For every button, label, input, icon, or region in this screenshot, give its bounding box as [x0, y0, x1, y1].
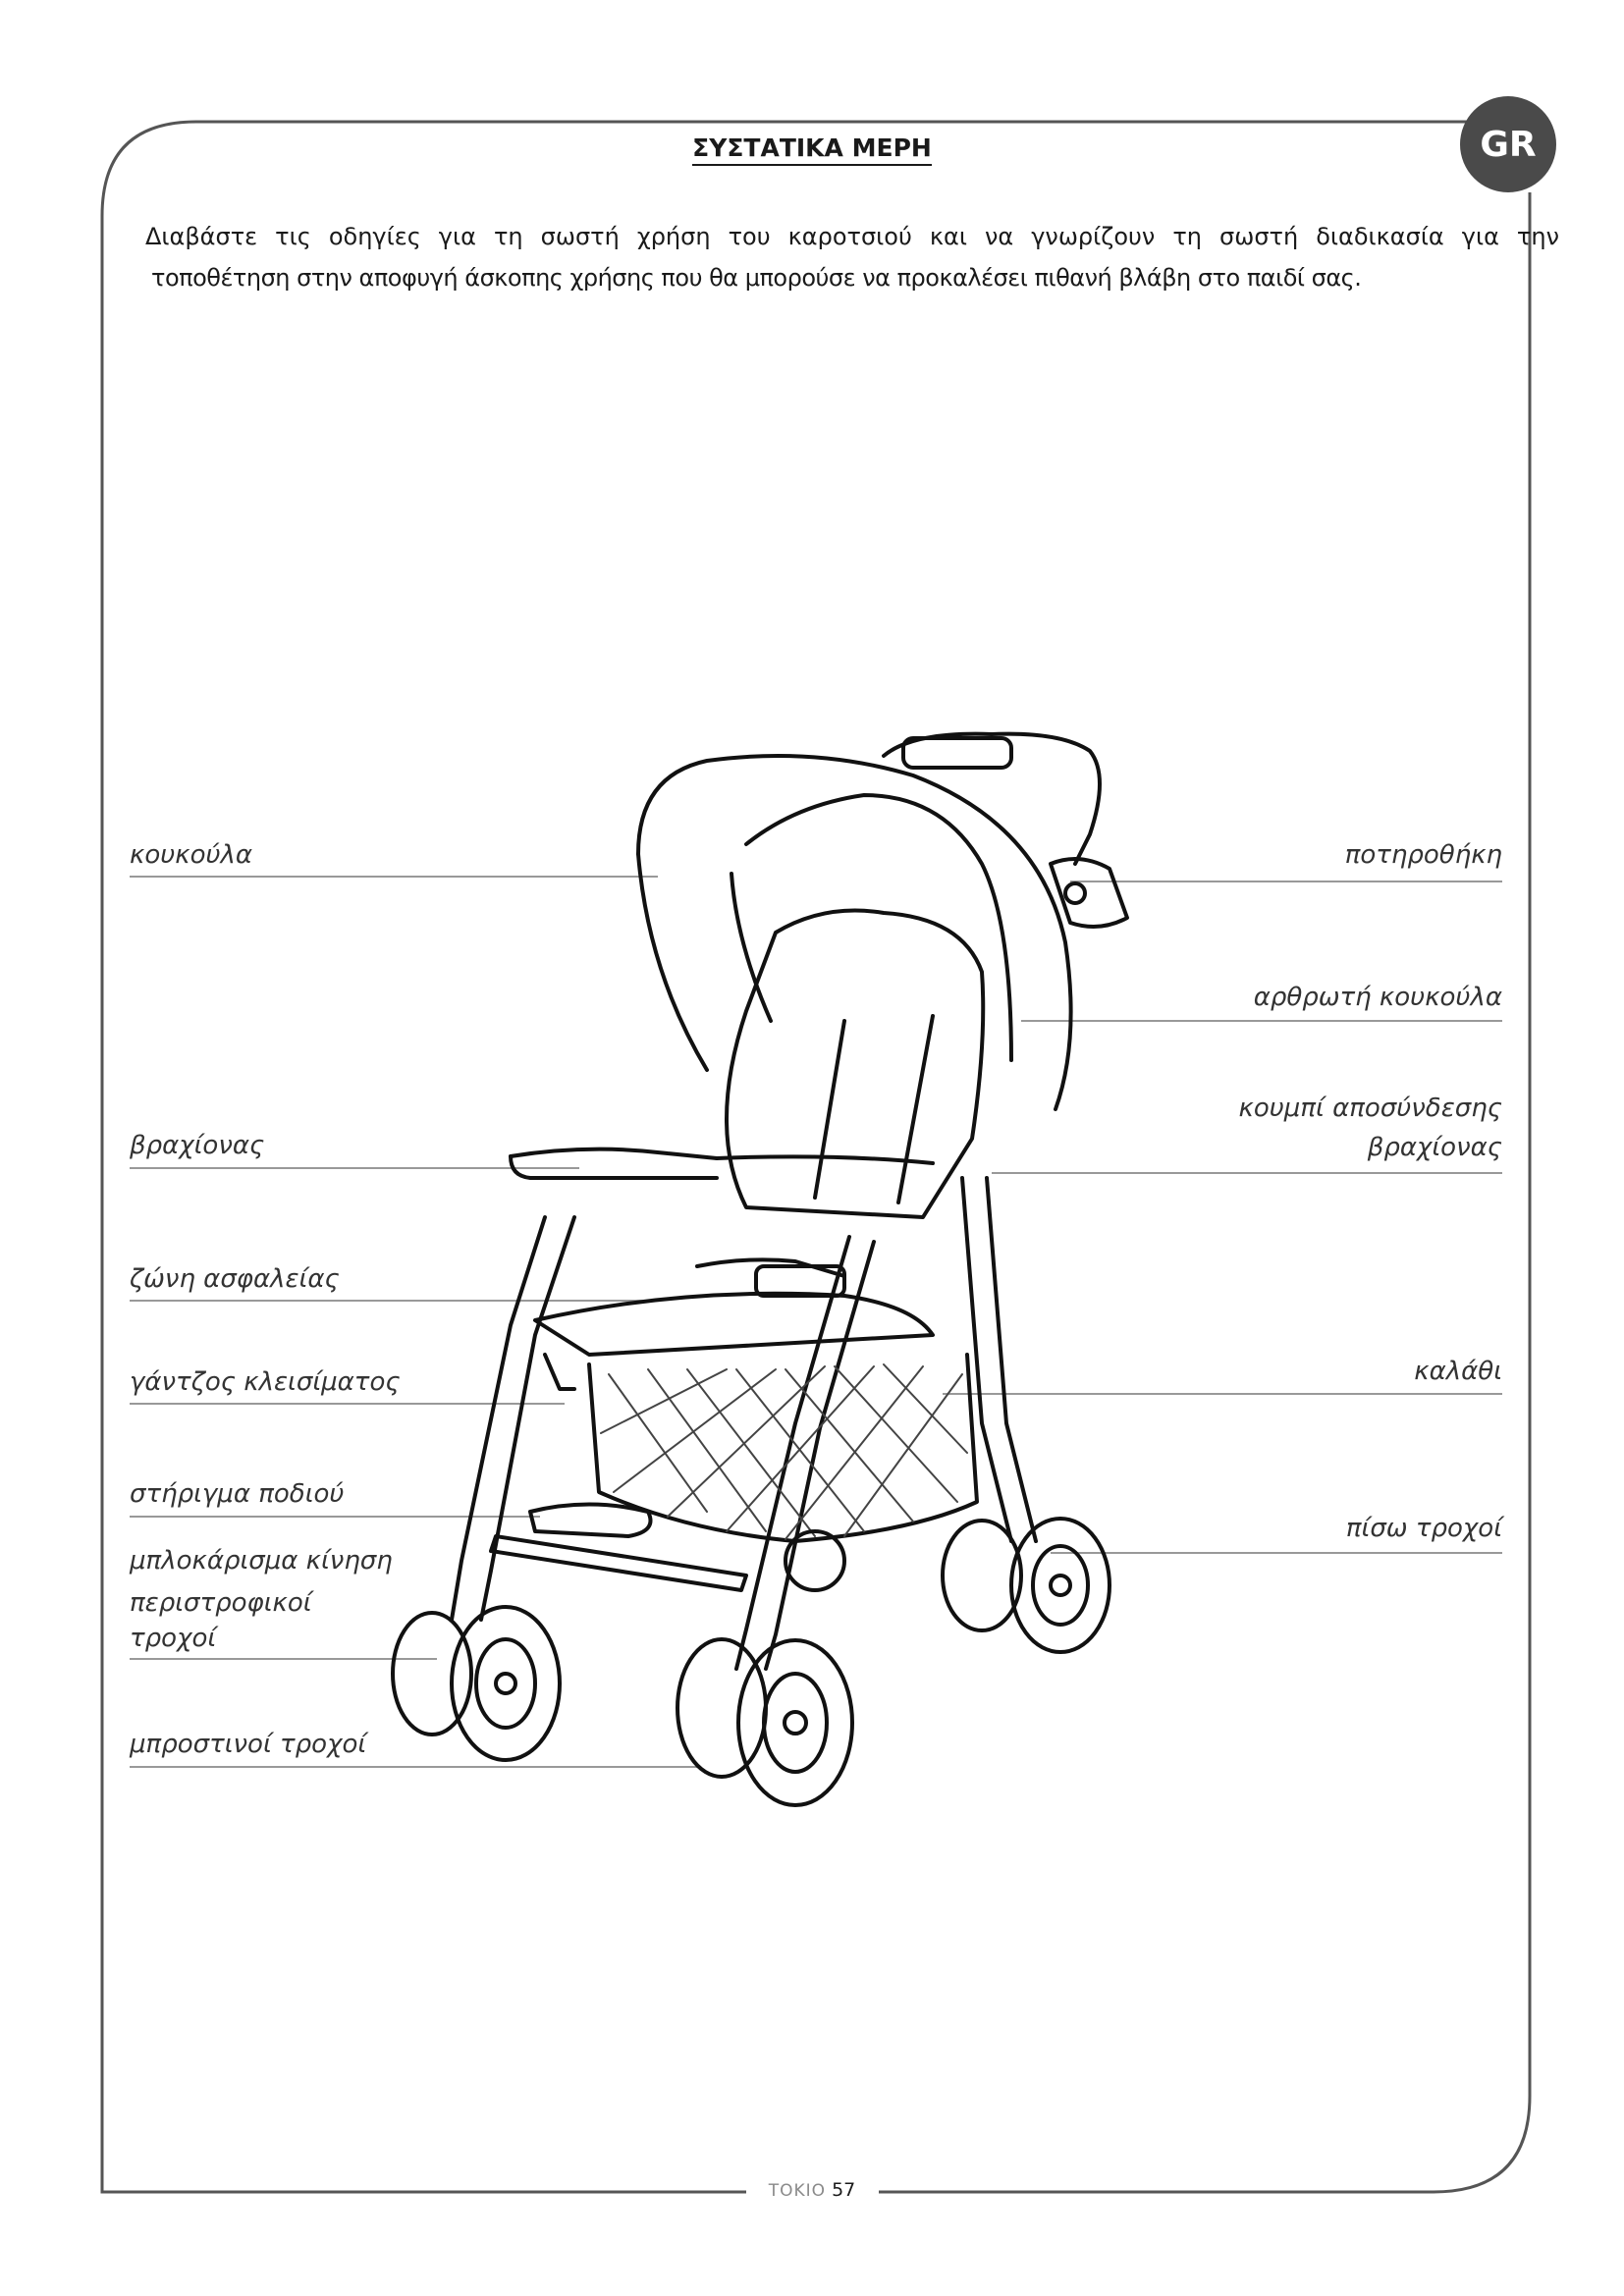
label-rear-wheels: πίσω τροχοί	[1345, 1514, 1502, 1543]
label-safety-belt: ζώνη ασφαλείας	[130, 1264, 340, 1294]
label-arm-release-1: κουμπί αποσύνδεσης	[1238, 1094, 1502, 1123]
label-front-wheels: μπροστινοί τροχοί	[130, 1730, 367, 1759]
label-swivel-lock-3: τροχοί	[130, 1624, 217, 1653]
page-title-text: ΣΥΣΤΑΤΙΚΑ ΜΕΡΗ	[692, 133, 932, 166]
stroller-drawing	[393, 734, 1127, 1805]
label-cupholder: ποτηροθήκη	[1344, 840, 1502, 870]
intro-line-1: Διαβάστε τις οδηγίες για τη σωστή χρήση του καροτσιού και να γνωρίζουν τη σωστή διαδικασία για την	[145, 223, 1559, 250]
label-arm: βραχίονας	[130, 1131, 265, 1160]
label-basket: καλάθι	[1414, 1357, 1502, 1386]
footer-brand: TOKIO	[768, 2181, 827, 2201]
intro-line-2: τοποθέτηση στην αποφυγή άσκοπης χρήσης που θα μπορούσε να προκαλέσει πιθανή βλάβη στο παιδί σας.	[151, 264, 1362, 292]
label-canopy: κουκούλα	[130, 840, 253, 870]
label-closing-hook: γάντζος κλεισίματος	[130, 1367, 401, 1397]
label-jointed-canopy: αρθρωτή κουκούλα	[1253, 983, 1502, 1012]
language-badge: GR	[1460, 96, 1556, 192]
label-swivel-lock-1: μπλοκάρισμα κίνηση	[130, 1546, 393, 1575]
label-footrest: στήριγμα ποδιού	[130, 1479, 345, 1509]
label-swivel-lock-2: περιστροφικοί	[130, 1588, 312, 1618]
label-arm-release-2: βραχίονας	[1367, 1133, 1502, 1162]
page-footer	[0, 2179, 1624, 2201]
page-number: 57	[832, 2179, 856, 2201]
